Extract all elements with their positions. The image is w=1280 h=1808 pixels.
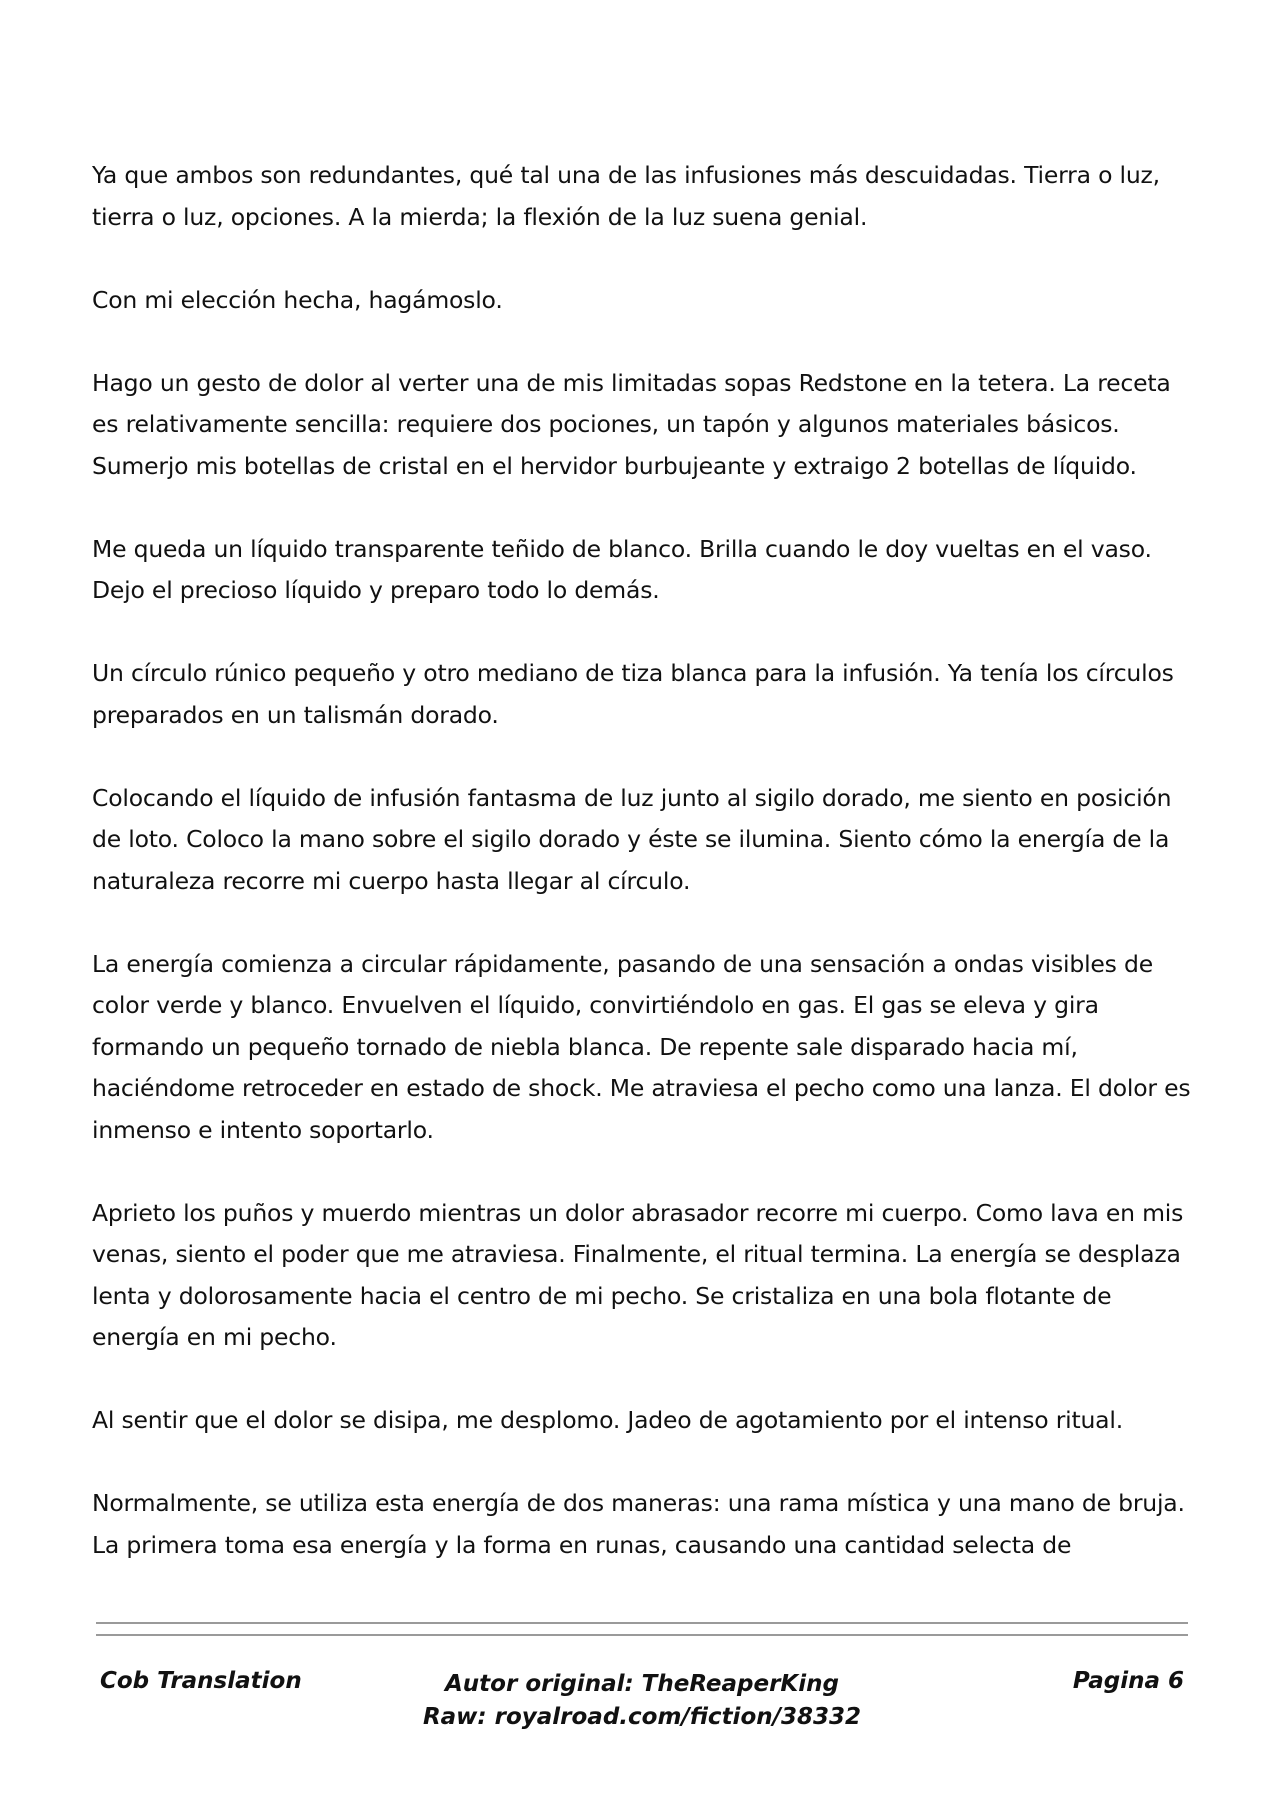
paragraph-2: Con mi elección hecha, hagámoslo. [92,285,503,314]
paragraph-5: Un círculo rúnico pequeño y otro mediano de tiza blanca para la infusión. Ya tenía los círculos preparados en un talismán dorado. [92,659,1174,729]
footer-rule-top [96,1622,1188,1624]
paragraph-8: Aprieto los puños y muerdo mientras un dolor abrasador recorre mi cuerpo. Como lava en mis venas, siento el poder que me atraviesa. Finalmente, el ritual termina. La energía se desplaza lenta y dolorosamente hacia el centro de mi pecho. Se cristaliza en una bola flotante de energía en mi pecho. [92,1198,1184,1351]
paragraph-4: Me queda un líquido transparente teñido de blanco. Brilla cuando le doy vueltas en el vaso. Dejo el precioso líquido y preparo todo lo demás. [92,534,1152,604]
footer-divider [96,1622,1188,1646]
footer-credits [96,1668,1188,1734]
paragraph-10: Normalmente, se utiliza esta energía de dos maneras: una rama mística y una mano de bruja. La primera toma esa energía y la forma en runas, causando una cantidad selecta de [92,1489,1185,1559]
paragraph-9: Al sentir que el dolor se disipa, me desplomo. Jadeo de agotamiento por el intenso ritual. [92,1406,1123,1434]
footer-translator: Cob Translation [100,1668,302,1694]
footer-page-number: Pagina 6 [1072,1668,1184,1694]
footer-raw-source: Raw: royalroad.com/fiction/38332 [422,1704,862,1730]
paragraph-1: Ya que ambos son redundantes, qué tal una de las infusiones más descuidadas. Tierra o luz, tierra o luz, opciones. A la mierda; la flexión de la luz suena genial. [92,161,1160,231]
paragraph-3: Hago un gesto de dolor al verter una de mis limitadas sopas Redstone en la tetera. La receta es relativamente sencilla: requiere dos pociones, un tapón y algunos materiales básicos. Sumerjo mis botellas de cristal en el hervidor burbujeante y extraigo 2 botellas de líquido. [92,368,1171,480]
body-text [92,155,1202,1608]
footer-rule-bottom [96,1634,1188,1636]
paragraph-6: Colocando el líquido de infusión fantasma de luz junto al sigilo dorado, me siento en posición de loto. Coloco la mano sobre el sigilo dorado y éste se ilumina. Siento cómo la energía de la naturaleza recorre mi cuerpo hasta llegar al círculo. [92,783,1172,895]
paragraph-7: La energía comienza a circular rápidamente, pasando de una sensación a ondas visibles de color verde y blanco. Envuelven el líquido, convirtiéndolo en gas. El gas se eleva y gira formando un pequeño tornado de niebla blanca. De repente sale disparado hacia mí, haciéndome retroceder en estado de shock. Me atraviesa el pecho como una lanza. El dolor es inmenso e intento soportarlo. [92,949,1191,1144]
footer-author: Autor original: TheReaperKing [445,1671,839,1697]
